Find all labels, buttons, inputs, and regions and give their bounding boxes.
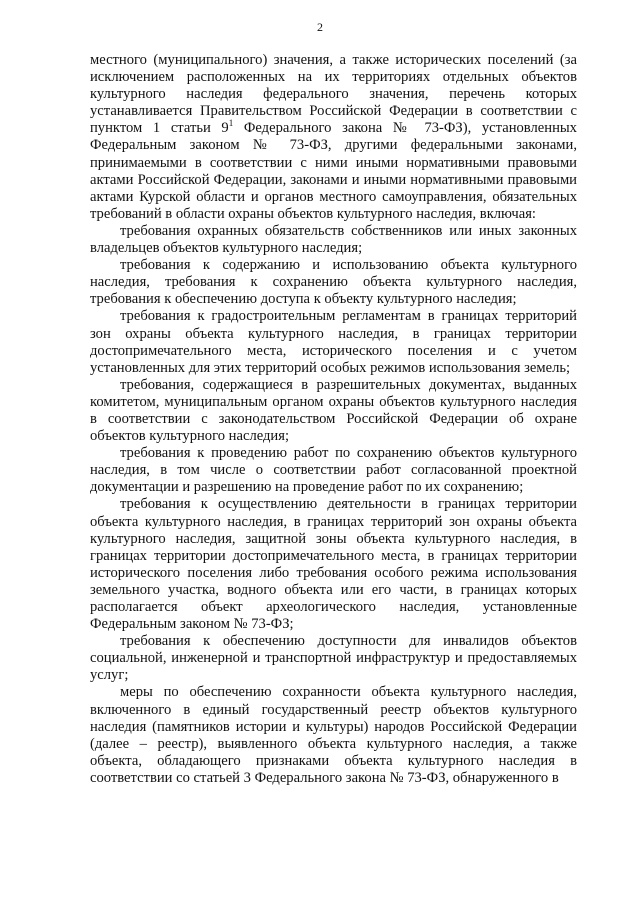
paragraph-security-obligations: требования охранных обязательств собственников или иных законных владельцев объектов культурного наследия; — [90, 222, 577, 257]
page-number: 2 — [317, 20, 323, 34]
paragraph-text-part: Федерального закона № 73-ФЗ), установленных Федеральным законом № 73-ФЗ, другими федеральными законами, принимаемыми в соответствии с ними иными нормативными правовыми актами Российской Федерации, законами и иными нормативными правовыми актами Курской области и органов местного самоуправления, обязательных требований в области охраны объектов культурного наследия, включая: — [90, 120, 577, 222]
document-body — [90, 52, 577, 787]
paragraph-urban-planning-requirements: требования к градостроительным регламентам в границах территорий зон охраны объекта культурного наследия, в границах территории достопримечательного места, исторического поселения и с учетом установленных для этих территорий особых режимов использования земель; — [90, 308, 577, 376]
paragraph-activity-requirements: требования к осуществлению деятельности в границах территории объекта культурного наследия, в границах территорий зон охраны объекта культурного наследия, защитной зоны объекта культурного наследия, в границах территории достопримечательного места, в границах территории исторического поселения либо требования особого режима использования земельного участка, водного объекта или его части, в границах которых располагается объект археологического наследия, установленные Федеральным законом № 73-ФЗ; — [90, 496, 577, 633]
paragraph-continuation — [90, 52, 577, 223]
superscript-index: 1 — [228, 118, 234, 129]
paragraph-preservation-works: требования к проведению работ по сохранению объектов культурного наследия, в том числе о соответствии работ согласованной проектной документации и разрешению на проведение работ по их сохранению; — [90, 445, 577, 496]
paragraph-text-part: местного (муниципального) значения, а также исторических поселений (за исключением расположенных на их территориях отдельных объектов культурного наследия федерального значения, перечень которых устанавливается Правительством Российской Федерации в соответствии с пунктом 1 статьи 9 — [90, 52, 577, 137]
paragraph-permit-requirements: требования, содержащиеся в разрешительных документах, выданных комитетом, муниципальным органом охраны объектов культурного наследия в соответствии с законодательством Российской Федерации об охране объектов культурного наследия; — [90, 376, 577, 445]
paragraph-maintenance-requirements: требования к содержанию и использованию объекта культурного наследия, требования к сохранению объекта культурного наследия, требования к обеспечению доступа к объекту культурного наследия; — [90, 257, 577, 308]
paragraph-safety-measures: меры по обеспечению сохранности объекта культурного наследия, включенного в единый государственный реестр объектов культурного наследия (памятников истории и культуры) народов Российской Федерации (далее – реестр), выявленного объекта культурного наследия, а также объекта, обладающего признаками объекта культурного наследия в соответствии со статьей 3 Федерального закона № 73-ФЗ, обнаруженного в — [90, 684, 577, 786]
paragraph-accessibility-requirements: требования к обеспечению доступности для инвалидов объектов социальной, инженерной и транспортной инфраструктур и предоставляемых услуг; — [90, 633, 577, 684]
